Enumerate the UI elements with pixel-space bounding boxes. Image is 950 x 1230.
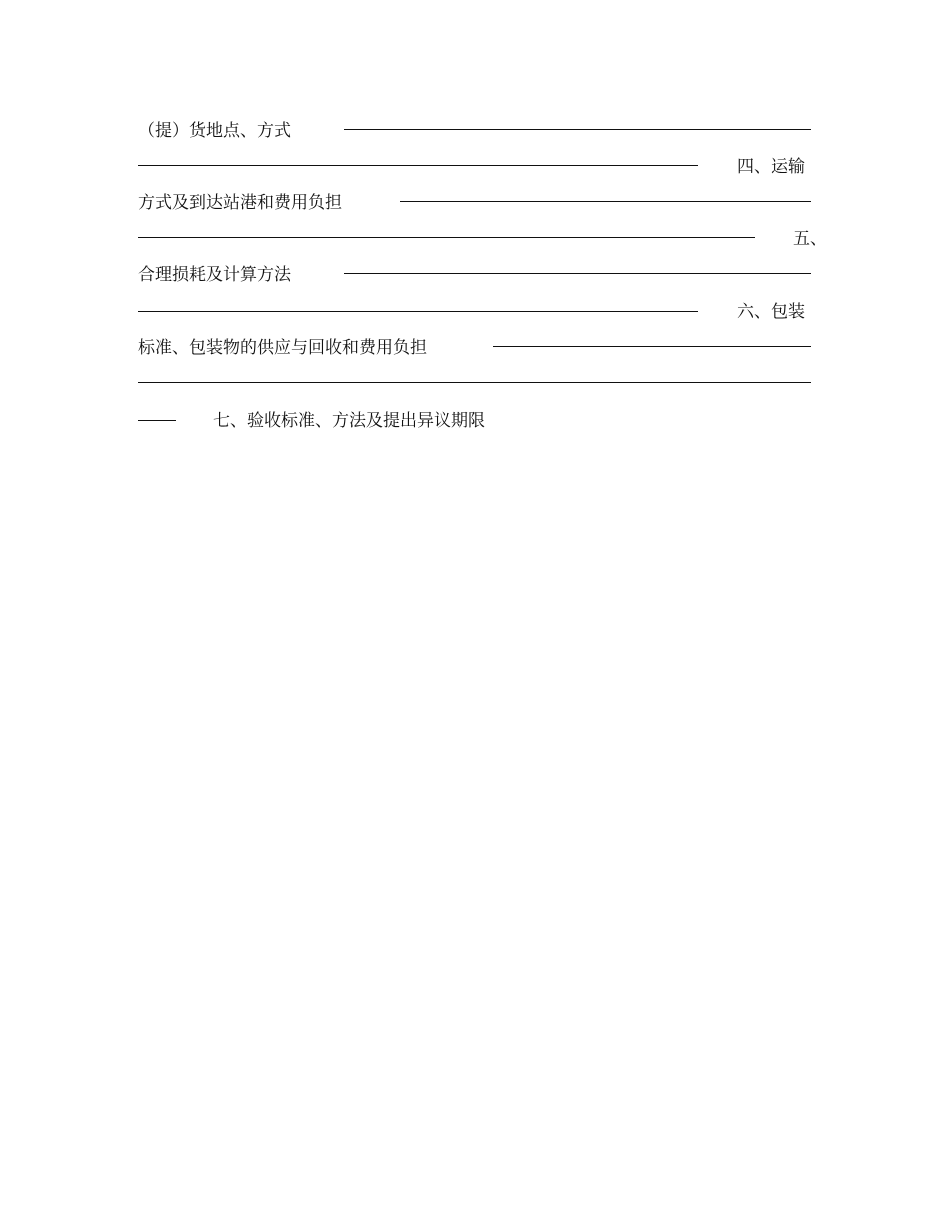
blank-fill-line [138,382,811,383]
clause-heading-inspection: 七、验收标准、方法及提出异议期限 [213,411,485,431]
clause-text-loss: 合理损耗及计算方法 [138,265,291,285]
blank-fill-line [138,237,755,238]
clause-heading-transport: 四、运输 [737,157,805,177]
blank-fill-line [344,129,811,130]
blank-fill-line [138,311,698,312]
blank-fill-line [493,346,811,347]
clause-text-delivery-place: （提）货地点、方式 [138,121,291,141]
blank-fill-line [138,165,698,166]
clause-text-transport: 方式及到达站港和费用负担 [138,193,342,213]
clause-text-packaging: 标准、包装物的供应与回收和费用负担 [138,338,427,358]
blank-fill-line [344,273,811,274]
clause-heading-packaging: 六、包装 [737,302,805,322]
blank-fill-line [400,201,811,202]
clause-heading-loss: 五、 [793,229,827,249]
blank-fill-line [138,420,176,421]
